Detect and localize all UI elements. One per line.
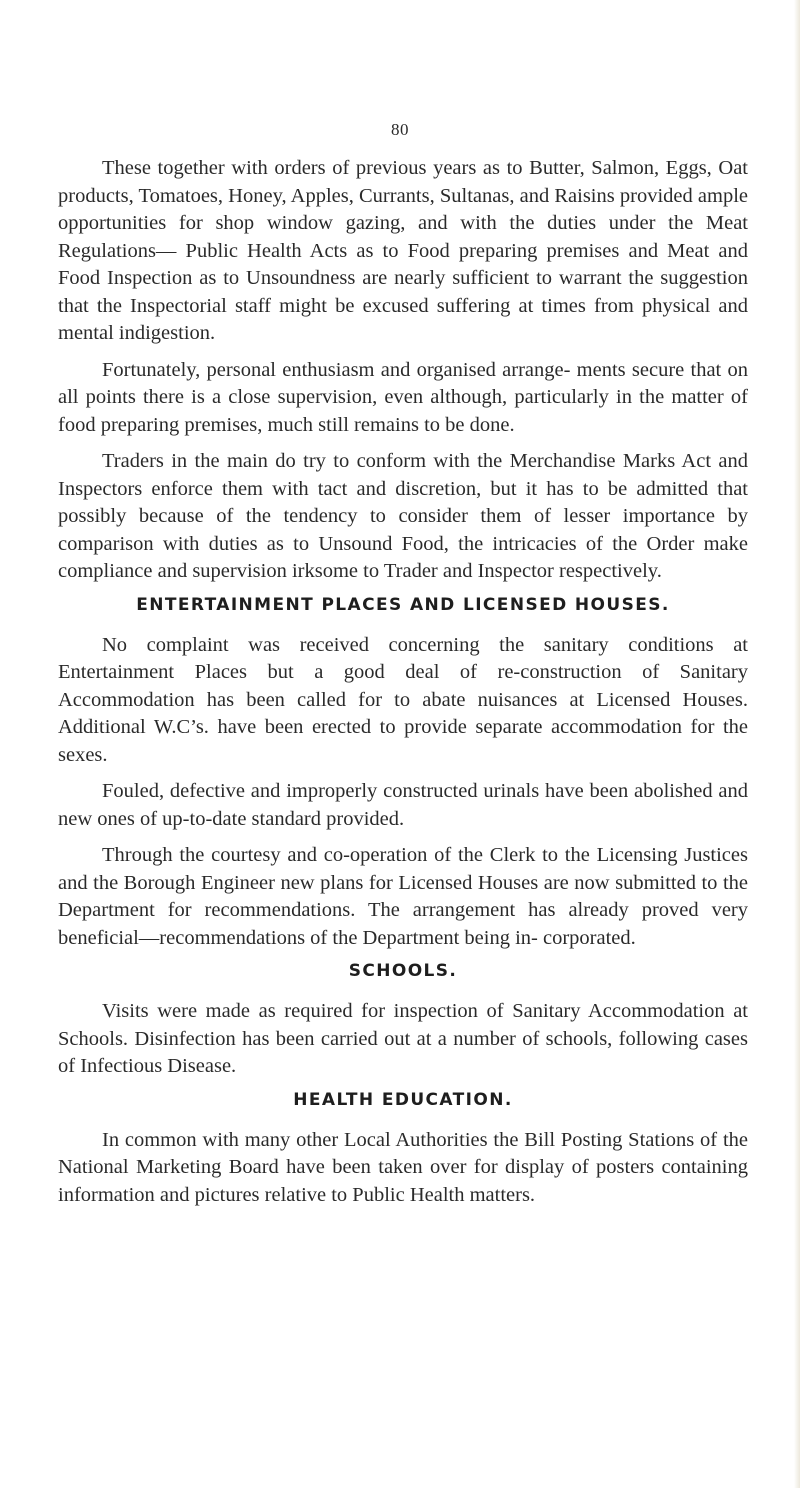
paragraph-urinals: Fouled, defective and improperly constructed urinals have been abolished and new ones of up-to-date standard provided. [58,780,748,830]
paragraph-bill-posting: In common with many other Local Authorities the Bill Posting Stations of the National Marketing Board have been taken over for display of posters containing information and pictures relative to Public Health matters. [58,1128,748,1206]
page-content [58,155,748,1218]
heading-schools: SCHOOLS. [348,961,458,981]
heading-health-education: HEALTH EDUCATION. [293,1089,513,1110]
paragraph-sanitary-conditions: No complaint was received concerning the sanitary conditions at Entertainment Places but a good deal of re-construction of Sanitary Accommodation has been called for to abate nuisances at Licensed Houses. Additional W.C’s. have been erected to provide separate accommodation for the sexes. [58,633,748,766]
paragraph-licensing-plans: Through the courtesy and co-operation of the Clerk to the Licensing Justices and the Borough Engineer new plans for Licensed Houses are now submitted to the Department for recommendations. The arrangement has already proved very beneficial—recommendations of the Department being in- corporated. [58,844,748,949]
page-edge-shadow [794,0,800,1488]
heading-entertainment-places: ENTERTAINMENT PLACES AND LICENSED HOUSES. [136,594,670,615]
paragraph-merchandise-marks: Traders in the main do try to conform with the Merchandise Marks Act and Inspectors enforce them with tact and discretion, but it has to be admitted that possibly because of the tendency to consider them of lesser importance by comparison with duties as to Unsound Food, the intricacies of the Order make compliance and supervision irksome to Trader and Inspector respectively. [58,450,748,582]
paragraph-supervision: Fortunately, personal enthusiasm and organised arrange- ments secure that on all points there is a close supervision, even although, particularly in the matter of food preparing premises, much still remains to be done. [58,358,748,436]
paragraph-school-visits: Visits were made as required for inspection of Sanitary Accommodation at Schools. Disinfection has been carried out at a number of schools, following cases of Infectious Disease. [58,1000,748,1077]
page-number: 80 [391,120,409,139]
paragraph-food-orders: These together with orders of previous years as to Butter, Salmon, Eggs, Oat products, Tomatoes, Honey, Apples, Currants, Sultanas, and Raisins provided ample opportunities for shop window gazing, and with the duties under the Meat Regulations— Public Health Acts as to Food preparing premises and Meat and Food Inspection as to Unsoundness are nearly sufficient to warrant the suggestion that the Inspectorial staff might be excused suffering at times from physical and mental indigestion. [58,157,748,344]
